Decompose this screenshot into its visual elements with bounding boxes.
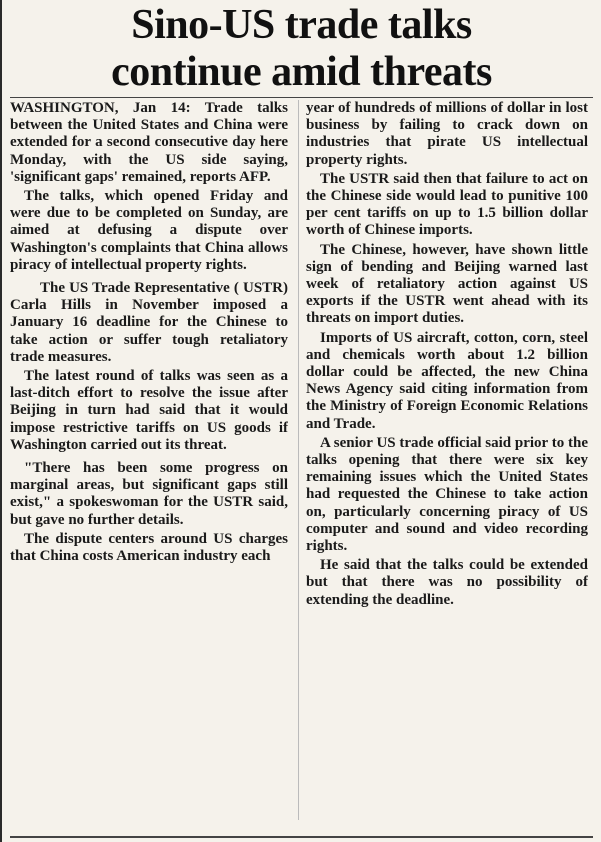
paragraph-continued: year of hundreds of millions of dollar in lost business by failing to crack down on industries that pirate US intellectual property rights. [306,100,588,168]
right-column [306,100,588,611]
paragraph: He said that the talks could be extended but that there was no possibility of extending the deadline. [306,557,588,608]
headline [10,2,593,96]
bottom-rule [10,836,593,838]
left-column [10,100,288,567]
paragraph: A senior US trade official said prior to the talks opening that there were six key remaining issues which the United States had requested the Chinese to take action on, particularly concerning piracy of US computer and sound and video recording rights. [306,434,588,555]
paragraph: The latest round of talks was seen as a last-ditch effort to resolve the issue after Beijing in turn had said that it would impose restrictive tariffs on US goods if Washington carried out its threat. [10,368,288,453]
paragraph: The talks, which opened Friday and were due to be completed on Sunday, are aimed at defusing a dispute over Washington's complaints that China allows piracy of intellectual property rights. [10,188,288,273]
article-body [2,100,601,830]
paragraph: The USTR said then that failure to act on the Chinese side would lead to punitive 100 per cent tariffs on up to 1.5 billion dollar worth of Chinese imports. [306,170,588,239]
headline-line-1: Sino-US trade talks [131,2,472,48]
paragraph: "There has been some progress on marginal areas, but significant gaps still exist," a spokeswoman for the USTR said, but gave no further details. [10,460,288,528]
paragraph: The dispute centers around US charges that China costs American industry each [10,530,288,565]
headline-line-2: continue amid threats [111,49,492,95]
paragraph: The Chinese, however, have shown little sign of bending and Beijing warned last week of retaliatory action against US exports if the USTR went ahead with its threats on import duties. [306,241,588,327]
paragraph: The US Trade Representative ( USTR) Carla Hills in November imposed a January 16 deadline for the Chinese to take action or suffer tough retaliatory trade measures. [10,280,288,365]
paragraph: Imports of US aircraft, cotton, corn, steel and chemicals worth about 1.2 billion dollar could be affected, the new China News Agency said citing information from the Ministry of Foreign Economic Relations and Trade. [306,329,588,432]
paragraph-dateline: WASHINGTON, Jan 14: Trade talks between the United States and China were extended for a second consecutive day here Monday, with the US side saying, 'significant gaps' remained, reports AFP. [10,100,288,185]
headline-rule [10,97,593,98]
